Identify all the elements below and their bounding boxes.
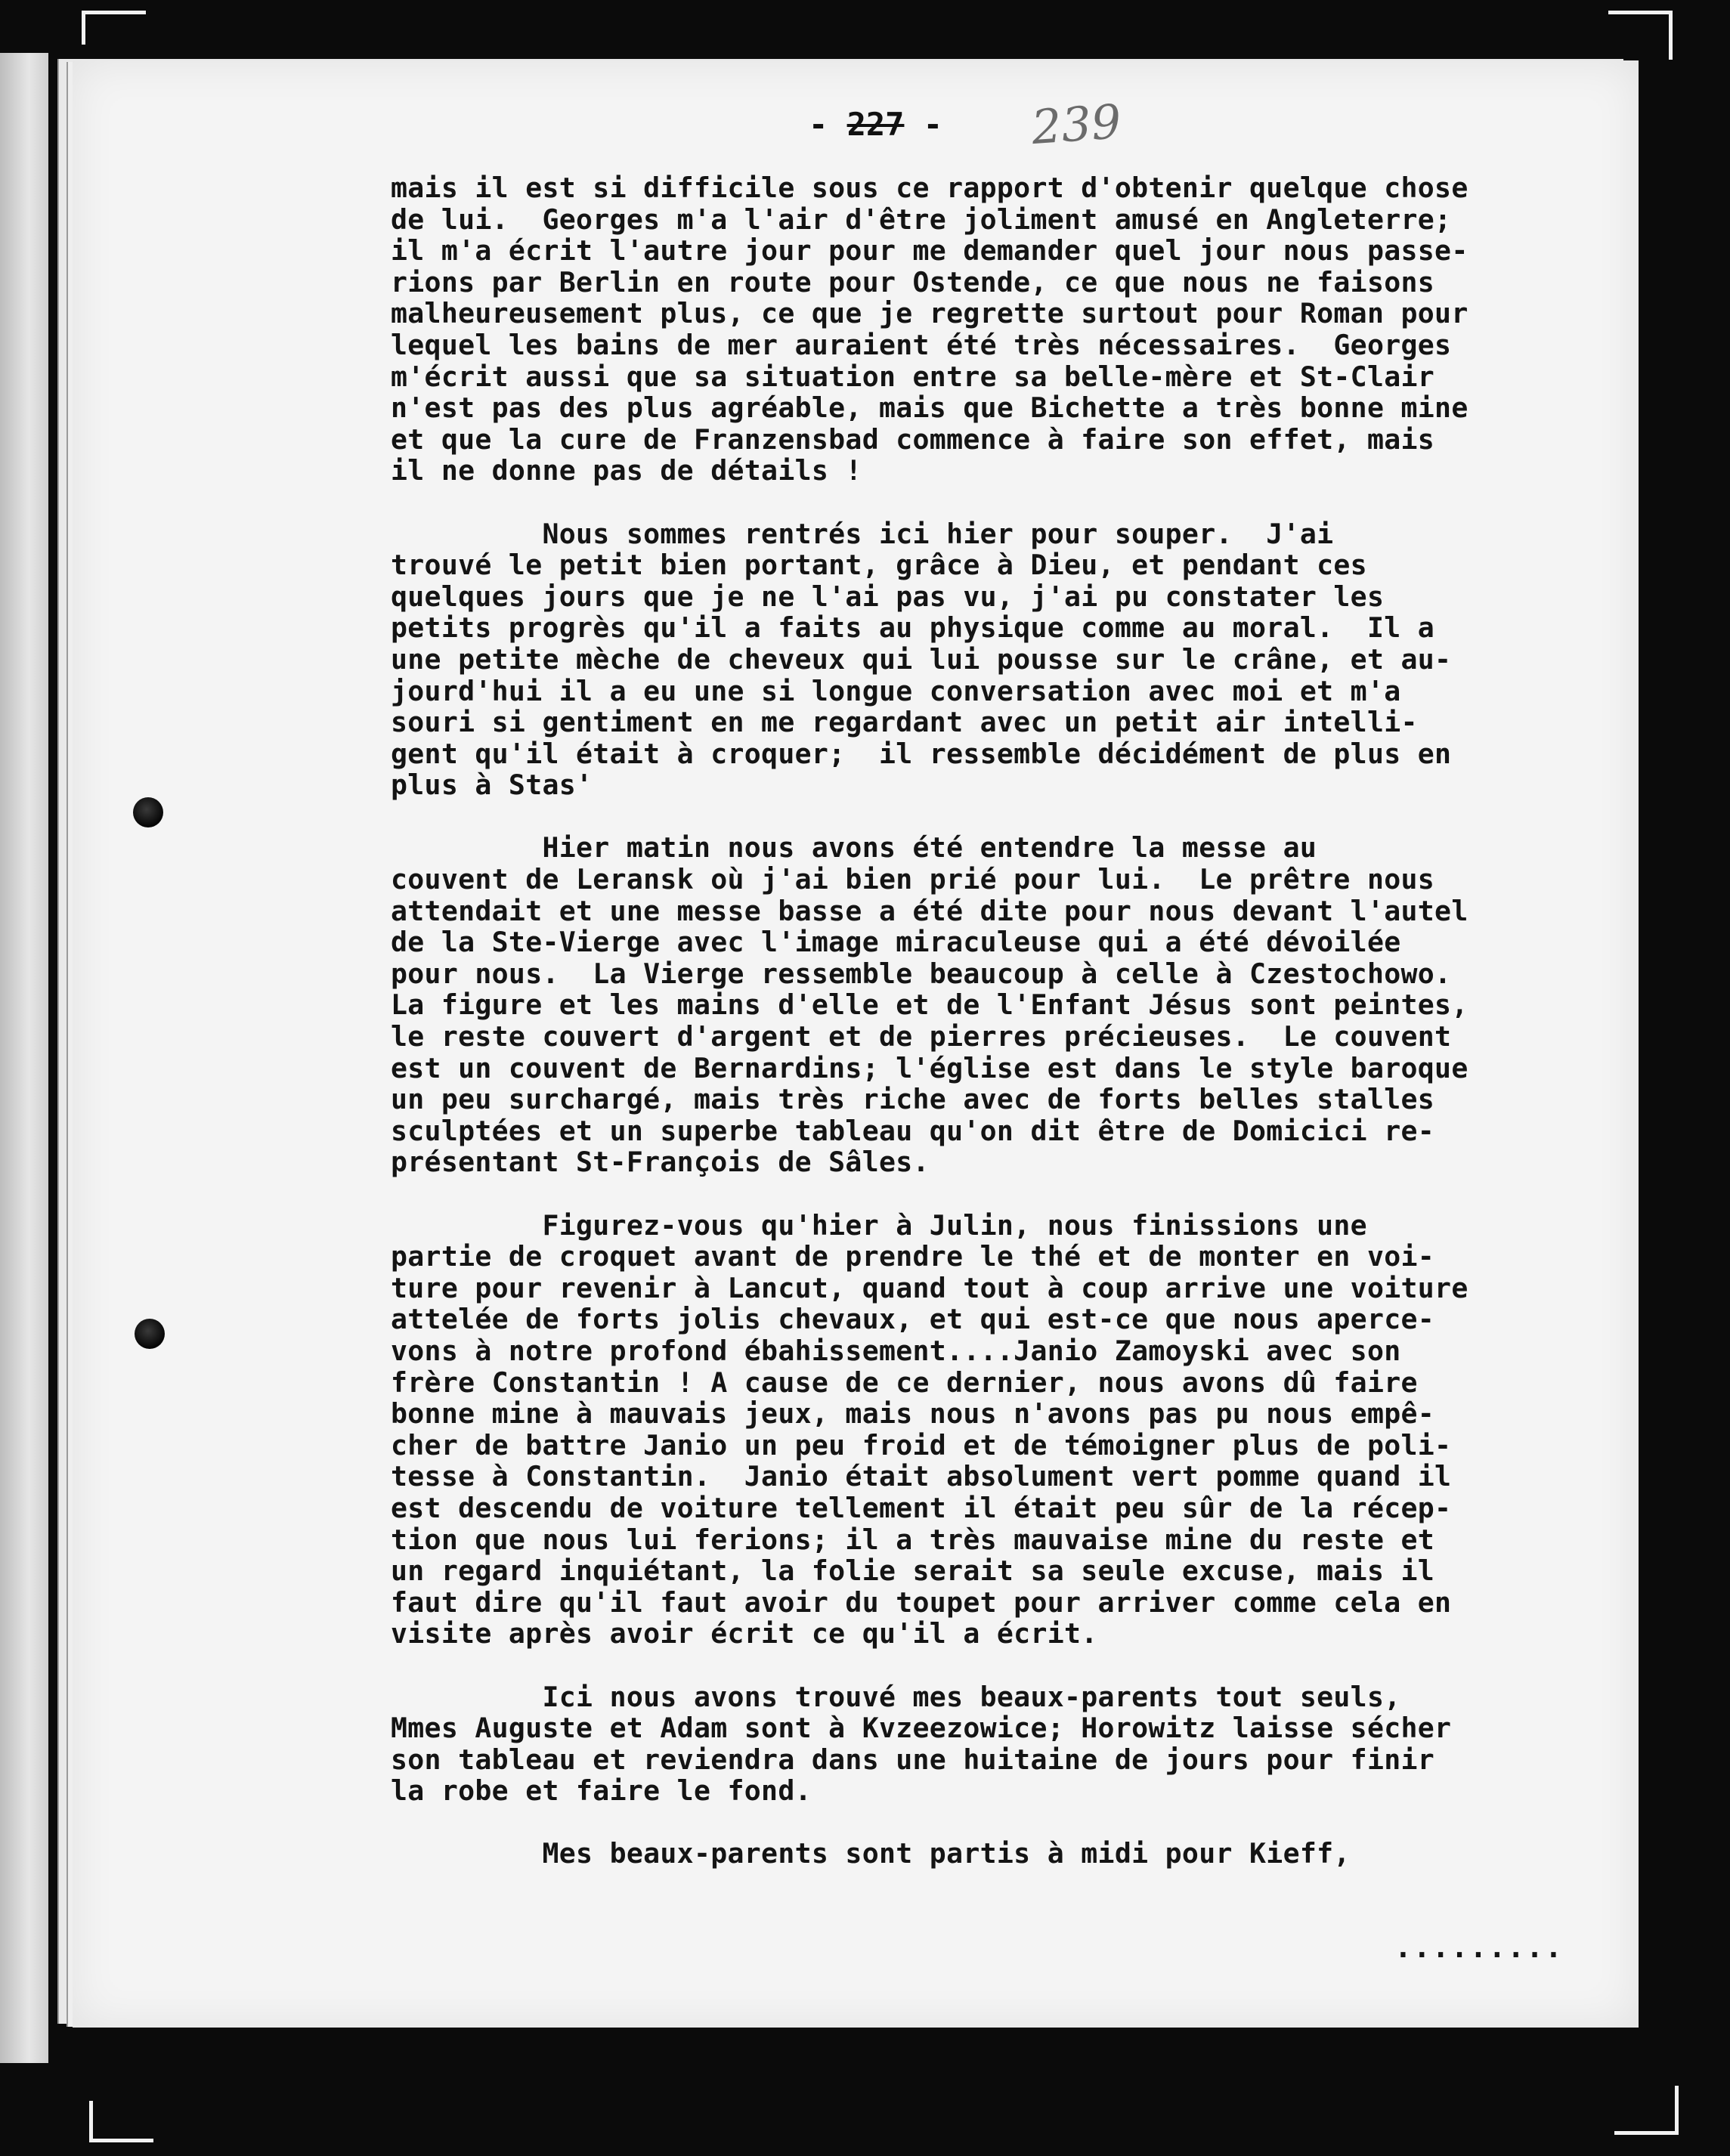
paragraph-gap (391, 1807, 1676, 1839)
text-line: mais il est si difficile sous ce rapport d'obtenir quelque chose (391, 172, 1468, 204)
text-line: partie de croquet avant de prendre le thé et de monter en voi- (391, 1240, 1435, 1273)
text-line: une petite mèche de cheveux qui lui pousse sur le crâne, et au- (391, 642, 1452, 676)
text-line: ture pour revenir à Lancut, quand tout à coup arrive une voiture (391, 1271, 1468, 1304)
text-line: couvent de Leransk où j'ai bien prié pour lui. Le prêtre nous (391, 863, 1435, 896)
text-line: tion que nous lui ferions; il a très mauvaise mine du reste et (391, 1523, 1435, 1556)
text-line: Mes beaux-parents sont partis à midi pour Kieff, (391, 1837, 1351, 1870)
text-line: le reste couvert d'argent et de pierres précieuses. Le couvent (391, 1020, 1452, 1053)
text-line: n'est pas des plus agréable, mais que Bichette a très bonne mine (391, 391, 1468, 425)
text-line: il m'a écrit l'autre jour pour me demander quel jour nous passe- (391, 234, 1468, 268)
text-line: gent qu'il était à croquer; il ressemble décidément de plus en (391, 737, 1452, 770)
text-line: petits progrès qu'il a faits au physique comme au moral. Il a (391, 611, 1435, 645)
text-line: son tableau et reviendra dans une huitaine de jours pour finir (391, 1743, 1435, 1776)
text-line: est descendu de voiture tellement il était peu sûr de la récep- (391, 1491, 1452, 1524)
paragraph-gap (391, 1650, 1676, 1681)
text-line: sculptées et un superbe tableau qu'on dit être de Domicici re- (391, 1114, 1435, 1147)
paragraph-gap (391, 1178, 1676, 1210)
text-line: Mmes Auguste et Adam sont à Kvzeezowice; Horowitz laisse sécher (391, 1712, 1452, 1745)
text-line: il ne donne pas de détails ! (391, 454, 862, 487)
text-line: Hier matin nous avons été entendre la messe au (391, 831, 1317, 865)
struck-page-number: 227 (846, 106, 905, 143)
text-line: est un couvent de Bernardins; l'église est dans le style baroque (391, 1051, 1468, 1084)
text-line: la robe et faire le fond. (391, 1774, 812, 1808)
text-line: Figurez-vous qu'hier à Julin, nous finissions une (391, 1208, 1367, 1242)
crop-mark-top-left (82, 11, 146, 45)
text-line: La figure et les mains d'elle et de l'Enfant Jésus sont peintes, (391, 988, 1468, 1022)
crop-mark-bottom-right (1614, 2086, 1679, 2135)
text-line: et que la cure de Franzensbad commence à faire son effet, mais (391, 422, 1435, 456)
text-line: quelques jours que je ne l'ai pas vu, j'ai pu constater les (391, 580, 1385, 613)
crop-mark-top-right (1608, 11, 1673, 60)
text-line: tesse à Constantin. Janio était absolument vert pomme quand il (391, 1460, 1452, 1493)
text-line: visite après avoir écrit ce qu'il a écrit. (391, 1617, 1098, 1650)
adjacent-page-strip (0, 53, 48, 2063)
paragraph-gap (391, 487, 1676, 518)
text-line: pour nous. La Vierge ressemble beaucoup à celle à Czestochowo. (391, 957, 1452, 990)
punch-hole (133, 797, 163, 827)
text-line: de la Ste-Vierge avec l'image miraculeuse qui a été dévoilée (391, 926, 1401, 959)
text-line: frère Constantin ! A cause de ce dernier, nous avons dû faire (391, 1366, 1418, 1399)
crop-mark-bottom-left (89, 2101, 153, 2142)
text-line: un regard inquiétant, la folie serait sa seule excuse, mais il (391, 1554, 1435, 1588)
handwritten-page-number: 239 (1029, 93, 1123, 156)
text-line: bonne mine à mauvais jeux, mais nous n'avons pas pu nous empê- (391, 1397, 1435, 1431)
text-line: lequel les bains de mer auraient été très nécessaires. Georges (391, 328, 1452, 361)
text-line: jourd'hui il a eu une si longue conversation avec moi et m'a (391, 674, 1401, 707)
text-line: attelée de forts jolis chevaux, et qui est-ce que nous aperce- (391, 1303, 1435, 1336)
text-line: attendait et une messe basse a été dite pour nous devant l'autel (391, 894, 1468, 927)
text-line: souri si gentiment en me regardant avec un petit air intelli- (391, 706, 1418, 739)
text-line: vons à notre profond ébahissement....Janio Zamoyski avec son (391, 1334, 1401, 1367)
letter-body (391, 172, 1676, 1870)
text-line: cher de battre Janio un peu froid et de témoigner plus de poli- (391, 1428, 1452, 1462)
continuation-dots: ......... (1394, 1931, 1564, 1964)
text-line: présentant St-François de Sâles. (391, 1146, 930, 1179)
text-line: Nous sommes rentrés ici hier pour souper. J'ai (391, 517, 1334, 550)
text-line: trouvé le petit bien portant, grâce à Dieu, et pendant ces (391, 549, 1367, 582)
text-line: faut dire qu'il faut avoir du toupet pour arriver comme cela en (391, 1585, 1452, 1619)
text-line: rions par Berlin en route pour Ostende, ce que nous ne faisons (391, 265, 1435, 298)
page-number: - 227 - (809, 106, 943, 143)
text-line: de lui. Georges m'a l'air d'être joliment amusé en Angleterre; (391, 203, 1452, 236)
punch-hole (135, 1319, 165, 1349)
text-line: plus à Stas' (391, 769, 593, 802)
text-line: malheureusement plus, ce que je regrette surtout pour Roman pour (391, 297, 1468, 330)
text-line: Ici nous avons trouvé mes beaux-parents tout seuls, (391, 1680, 1401, 1713)
paragraph-gap (391, 801, 1676, 833)
text-line: m'écrit aussi que sa situation entre sa belle-mère et St-Clair (391, 360, 1435, 393)
text-line: un peu surchargé, mais très riche avec de forts belles stalles (391, 1083, 1435, 1116)
